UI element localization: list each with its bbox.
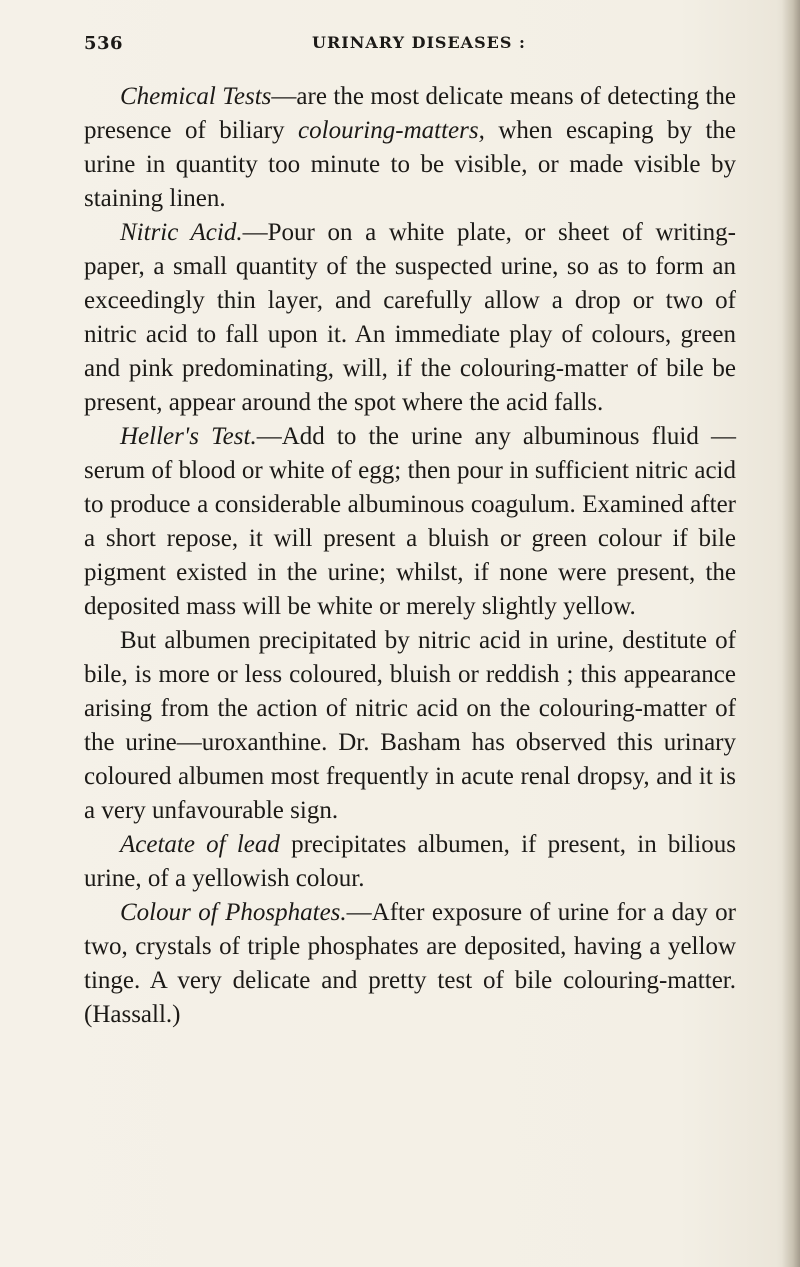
paragraph-albumen	[84, 624, 736, 828]
paragraph-text: —After exposure of urine for a day or two, crystals of triple phosphates are deposited, having a yellow tinge. A very delicate and pretty test of bile colouring-matter. (Hassall.)	[84, 899, 736, 1028]
paragraph-hellers-test	[84, 420, 736, 624]
paragraph-lead: Acetate of lead	[120, 831, 280, 858]
paragraph-lead: Heller's Test.	[120, 423, 257, 450]
page-edge-shadow	[782, 0, 800, 1267]
paragraph-text: —are the most delicate means of detecting the presence of biliary	[84, 83, 737, 144]
paragraph-text: —Pour on a white plate, or sheet of writing-paper, a small quantity of the suspected urine, so as to form an exceedingly thin layer, and carefully allow a drop or two of nitric acid to fall upon it. An immediate play of colours, green and pink predominating, will, if the colouring-matter of bile be present, appear around the spot where the acid falls.	[84, 219, 736, 416]
paragraph-lead: Nitric Acid.	[120, 219, 243, 246]
paragraph-chemical-tests	[84, 80, 736, 216]
paragraph-acetate-of-lead	[84, 828, 736, 896]
running-head: URINARY DISEASES :	[312, 33, 526, 52]
paragraph-text: when escaping by the urine in quantity too minute to be visible, or made visible by staining linen.	[84, 117, 736, 212]
paragraph-colour-of-phosphates	[84, 896, 736, 1032]
paragraph-text: precipitates albumen, if present, in bilious urine, of a yellowish colour.	[84, 831, 736, 892]
paragraph-text: But albumen precipitated by nitric acid in urine, destitute of bile, is more or less coloured, bluish or reddish ; this appearance arising from the action of nitric acid on the colouring-matter of the urine—uroxanthine. Dr. Basham has observed this urinary coloured albumen most frequently in acute renal dropsy, and it is a very unfavourable sign.	[84, 627, 736, 824]
body-text	[84, 80, 736, 1032]
paragraph-italic: colouring-matters,	[298, 117, 485, 144]
page-header	[84, 33, 724, 57]
page-number: 536	[84, 33, 124, 54]
paragraph-nitric-acid	[84, 216, 736, 420]
paragraph-text: —Add to the urine any albuminous fluid —serum of blood or white of egg; then pour in sufficient nitric acid to produce a considerable albuminous coagulum. Examined after a short repose, it will present a bluish or green colour if bile pigment existed in the urine; whilst, if none were present, the deposited mass will be white or merely slightly yellow.	[84, 423, 736, 620]
paragraph-lead: Chemical Tests	[120, 83, 272, 110]
paragraph-lead: Colour of Phosphates.	[120, 899, 347, 926]
